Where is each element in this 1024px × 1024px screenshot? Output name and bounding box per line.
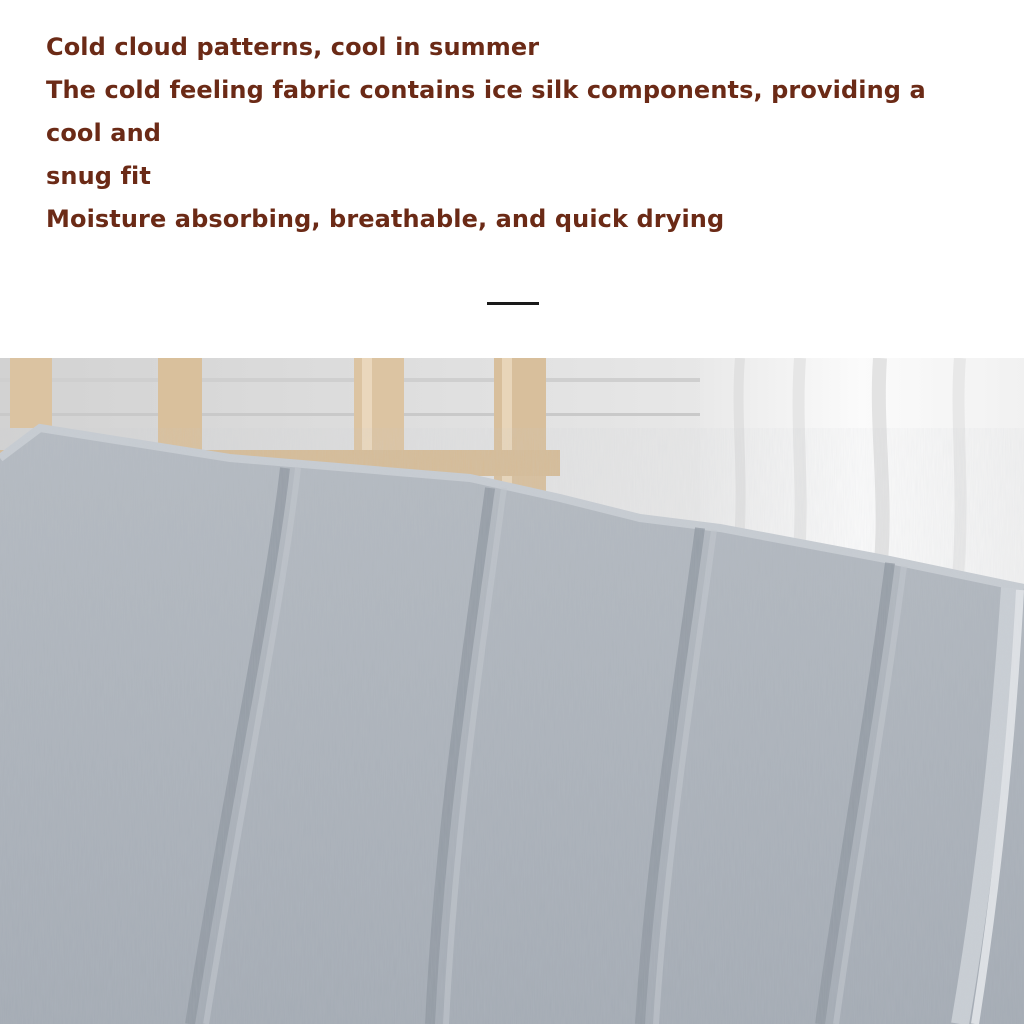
feature-line-1: Cold cloud patterns, cool in summer — [46, 33, 540, 61]
product-photo — [0, 358, 1024, 1024]
feature-line-4: Moisture absorbing, breathable, and quick drying — [46, 205, 725, 233]
section-divider — [487, 302, 539, 305]
feature-text-block — [46, 26, 986, 241]
blanket-chair-illustration — [0, 358, 1024, 1024]
feature-line-3: snug fit — [46, 162, 151, 190]
feature-line-2: The cold feeling fabric contains ice silk components, providing a cool and — [46, 76, 926, 147]
